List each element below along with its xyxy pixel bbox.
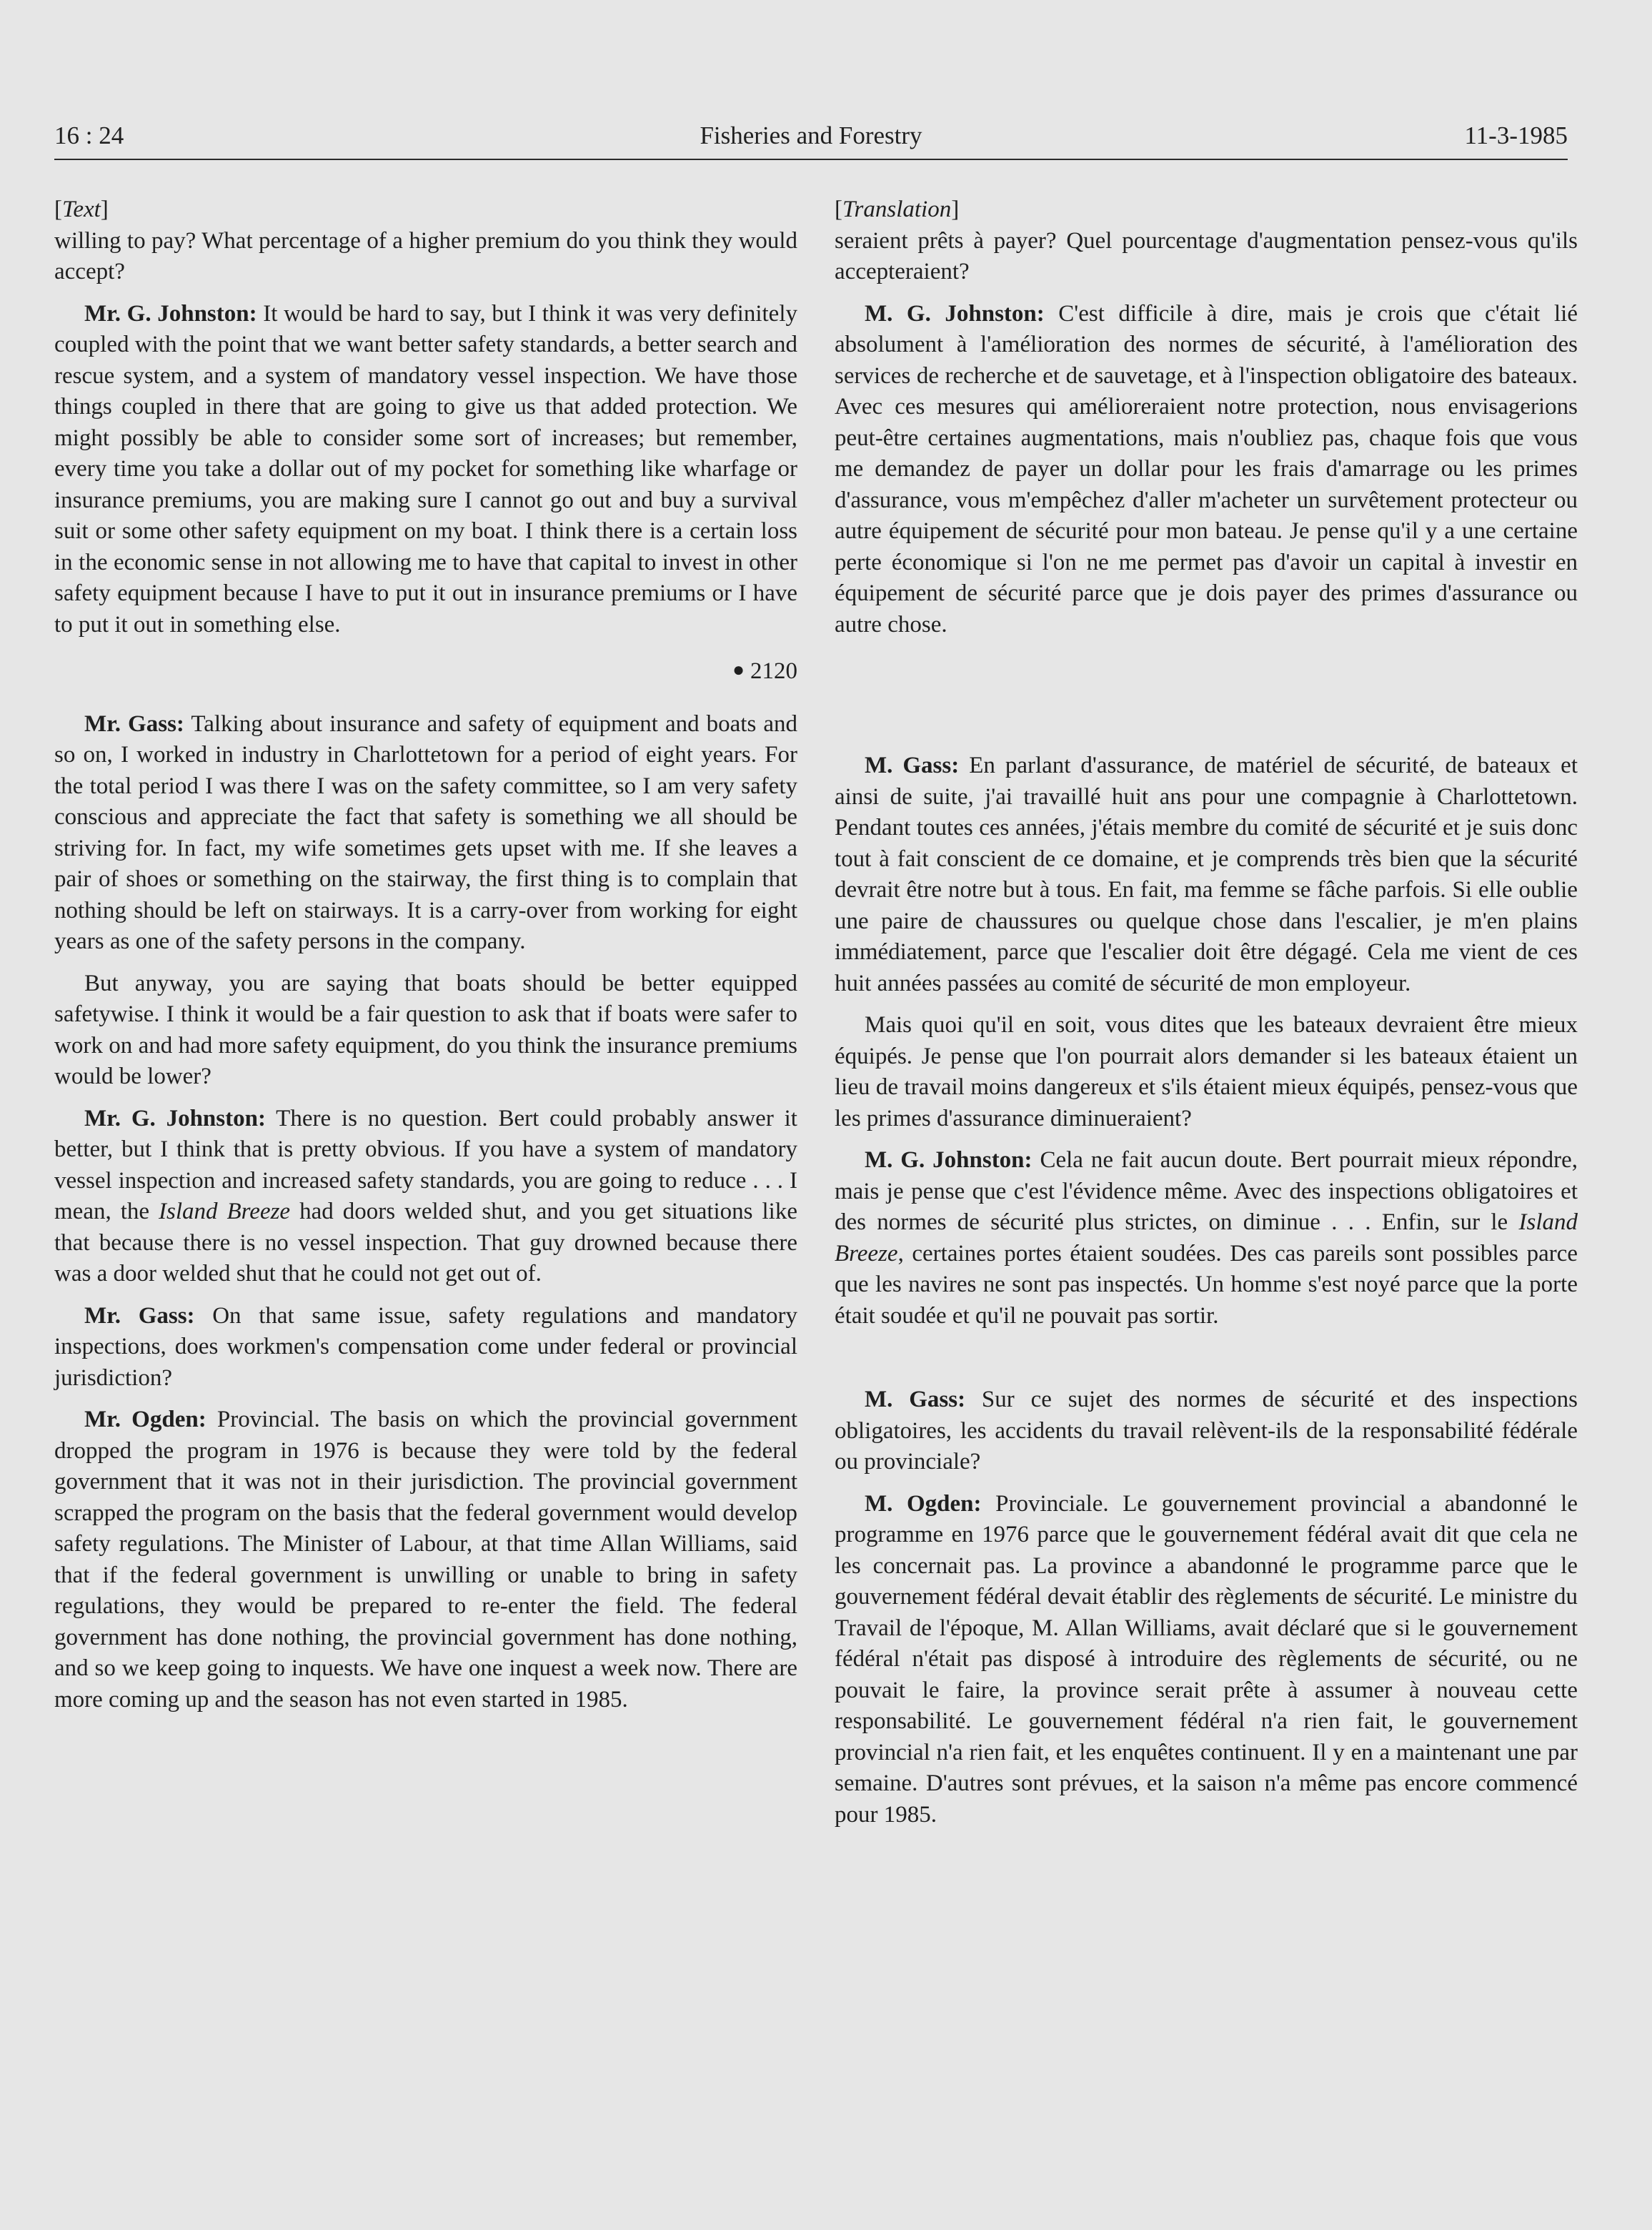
speech-text: It would be hard to say, but I think it was very definitely coupled with the point that we want better safety standards, a better search and rescue system, and a system of mandatory vessel inspection. We have those things coupled in there that are going to give us that added protection. We might possibly be able to consider some sort of increases; but remember, every time you take a dollar out of my pocket for something like wharfage or insurance premiums, you are making sure I cannot go out and buy a survival suit or some other safety equipment on my boat. I think there is a certain loss in the economic sense in not allowing me to have that capital to invest in other safety equipment because I have to put it out in insurance premiums or I have to put it out in something else. [54,300,797,638]
speaker-name: Mr. G. Johnston: [84,1105,266,1131]
english-column [54,194,797,1726]
column-label-translation: [Translation] [835,197,960,222]
speech-paragraph [54,709,797,958]
speech-text: Talking about insurance and safety of equipment and boats and so on, I worked in industry in Charlottetown for a period of eight years. For the total period I was there I was on the safety committee, so I am very safety conscious and appreciate the fact that safety is something we all should be striving for. In fact, my wife sometimes gets upset with me. If she leaves a pair of shoes or something on the stairway, the first thing is to complain that nothing should be left on stairways. It is a carry-over from working for eight years as one of the safety persons in the company. [54,710,797,954]
speech-text: , certaines portes étaient soudées. Des cas pareils sont possibles parce que les navires ne sont pas inspectés. Un homme s'est noyé parce que la porte était soudée et qu'il ne pouvait pas sortir. [835,1240,1578,1329]
speaker-name: Mr. Gass: [84,1302,195,1329]
speech-text: had doors welded shut, and you get situations like that because there is no vessel inspection. That guy drowned because there was a door welded shut that he could not get out of. [54,1199,797,1287]
speech-paragraph [54,299,797,641]
speech-text: Cela ne fait aucun doute. Bert pourrait mieux répondre, mais je pense que c'est l'évidence même. Avec des inspections obligatoires et des normes de sécurité plus strictes, on diminue . . . Enfin, sur le [835,1147,1578,1235]
time-marker: ● 2120 [732,658,797,684]
speech-paragraph [54,1404,797,1715]
speech-paragraph [835,299,1578,641]
speaker-name: M. G. Johnston: [865,300,1045,327]
page-number: 16 : 24 [54,122,124,149]
speech-paragraph [54,1104,797,1290]
speech-text: On that same issue, safety regulations and mandatory inspections, does workmen's compensation come under federal or provincial jurisdiction? [54,1302,798,1391]
speech-text: C'est difficile à dire, mais je crois que c'était lié absolument à l'amélioration des normes de sécurité, à l'amélioration des services de recherche et de sauvetage, et à l'inspection obligatoire des bateaux. Avec ces mesures qui amélioreraient notre protection, nous envisagerions peut-être certaines augmentations, mais n'oubliez pas, chaque fois que vous me demandez de payer un dollar pour les frais d'amarrage ou les primes d'assurance, vous m'empêchez d'aller m'acheter un survêtement protecteur ou autre équipement de sécurité pour mon bateau. Je pense qu'il y a une certaine perte économique si l'on ne me permet pas d'avoir un capital à investir en équipement de sécurité parce que je dois payer des primes d'assurance ou autre chose. [835,300,1578,638]
column-label-text: [Text] [54,197,109,222]
speaker-name: Mr. Gass: [84,710,184,737]
speech-text: Sur ce sujet des normes de sécurité et des inspections obligatoires, les accidents du travail relèvent-ils de la responsabilité fédérale ou provinciale? [835,1387,1578,1475]
speech-paragraph [835,1489,1578,1831]
speech-text: Provincial. The basis on which the provincial government dropped the program in 1976 is because they were told by the federal government that it was not in their jurisdiction. The provincial government scrapped the program on the basis that the federal government would develop safety regulations. The Minister of Labour, at that time Allan Williams, said that if the federal government is unwilling or unable to bring in safety regulations, they would be prepared to re-enter the field. The federal government has done nothing, the provincial government has done nothing, and so we keep going to inquests. We have one inquest a week now. There are more coming up and the season has not even started in 1985. [54,1407,797,1713]
french-column [835,194,1578,1841]
speaker-name: M. Gass: [865,753,960,778]
speech-text: Provinciale. Le gouvernement provincial a abandonné le programme en 1976 parce que le gouvernement fédéral avait dit que cela ne les concernait pas. La province a abandonné le programme parce que le gouvernement fédéral devait établir des règlements de sécurité. Le ministre du Travail de l'époque, M. Allan Williams, avait déclaré que si le gouvernement fédéral n'était pas disposé à introduire des règlements de sécurité, ou ne pouvait le faire, la province serait prête à assumer à nouveau cette responsabilité. Le gouvernement fédéral n'a rien fait, le gouvernement provincial n'a rien fait, et les enquêtes continuent. Il y en a maintenant une par semaine. D'autres sont prévues, et la saison n'a même pas encore commencé pour 1985. [835,1490,1578,1828]
speech-text: En parlant d'assurance, de matériel de sécurité, de bateaux et ainsi de suite, j'ai travaillé huit ans pour une compagnie à Charlottetown. Pendant toutes ces années, j'étais membre du comité de sécurité et je suis donc tout à fait conscient de ce domaine, et je comprends très bien que la sécurité devrait être notre but à tous. En fait, ma femme se fâche parfois. Si elle oublie une paire de chaussures ou quelque chose dans l'escalier, je m'en plains immédiatement, parce que l'escalier doit être dégagé. Cela me vient de ces huit années passées au comité de sécurité de mon employeur. [835,753,1578,996]
speaker-name: Mr. Ogden: [84,1407,206,1432]
speech-text: There is no question. Bert could probably answer it better, but I think that is pretty obvious. If you have a system of mandatory vessel inspection and increased safety standards, you are going to reduce . . . I mean, the [54,1105,797,1224]
continued-paragraph: willing to pay? What percentage of a higher premium do you think they would accept? [54,227,797,284]
speech-paragraph [835,1145,1578,1332]
page-date: 11-3-1985 [1464,122,1568,149]
speech-paragraph [835,1384,1578,1478]
speech-paragraph [54,1301,797,1394]
speaker-name: M. G. Johnston: [865,1147,1032,1173]
bullet-icon: ● [732,659,745,681]
speech-paragraph: But anyway, you are saying that boats should be better equipped safetywise. I think it would be a fair question to ask that if boats were safer to work on and had more safety equipment, do you think the insurance premiums would be lower? [54,970,797,1089]
vessel-name: Island Breeze [159,1199,291,1224]
page-header [54,120,1568,160]
continued-paragraph: seraient prêts à payer? Quel pourcentage d'augmentation pensez-vous qu'ils accepteraient? [835,227,1578,284]
speech-paragraph: Mais quoi qu'il en soit, vous dites que les bateaux devraient être mieux équipés. Je pense que l'on pourrait alors demander si les bateaux étaient un lieu de travail moins dangereux et s'ils étaient mieux équipés, pensez-vous que les primes d'assurance diminueraient? [835,1012,1578,1131]
publication-title: Fisheries and Forestry [700,122,922,149]
vessel-name: Island Breeze [835,1209,1578,1267]
speaker-name: Mr. G. Johnston: [84,300,257,327]
speaker-name: M. Ogden: [865,1490,982,1517]
speaker-name: M. Gass: [865,1387,966,1412]
speech-paragraph [835,750,1578,999]
